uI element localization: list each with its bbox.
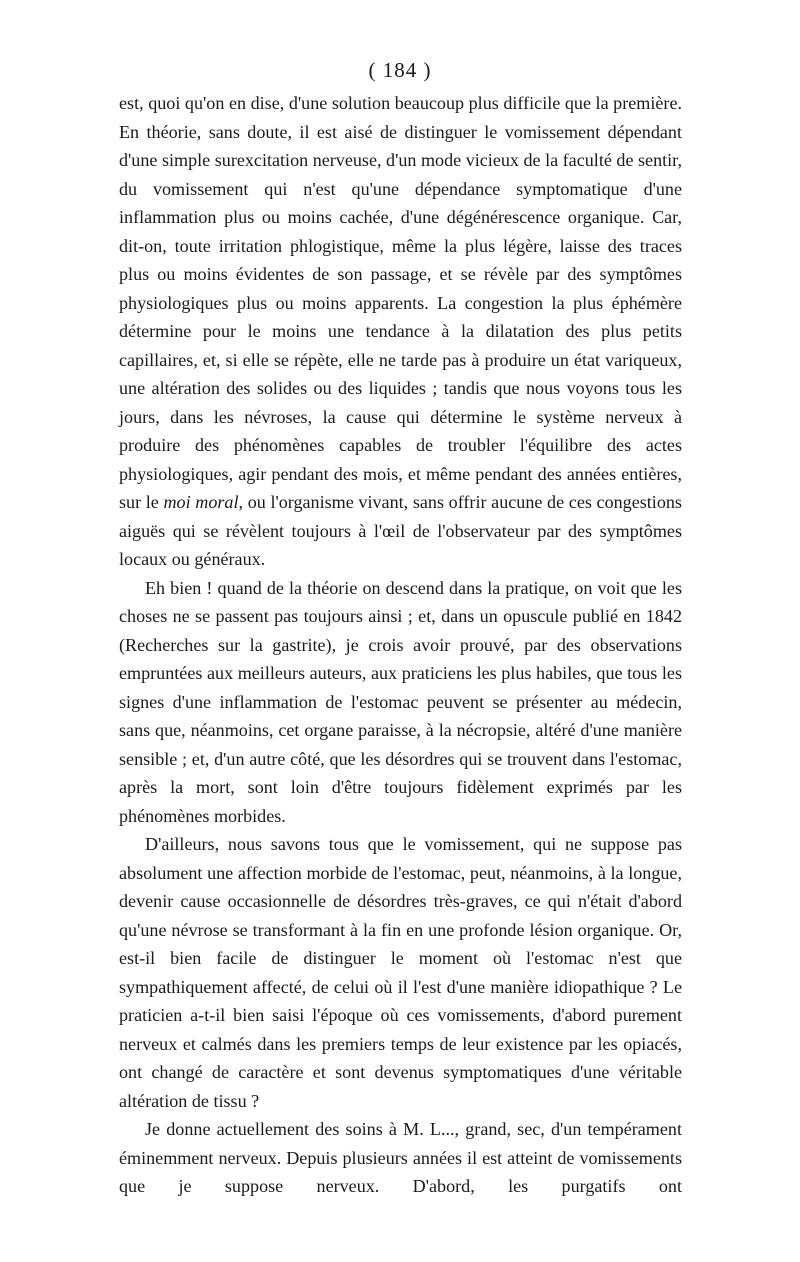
paragraph-1 xyxy=(119,89,682,574)
paragraph-4: Je donne actuellement des soins à M. L..., grand, sec, d'un tempérament éminemment nerveux. Depuis plusieurs années il est atteint de vomissements que je suppose nerveux. D'abord, les purgatifs ont xyxy=(119,1119,682,1196)
paragraph-1-continued: , ou l'organisme vivant, sans offrir aucune de ces congestions aiguës qui se révèlent toujours à l'œil de l'observateur par des symptômes locaux ou généraux. xyxy=(119,492,682,569)
page-body xyxy=(119,89,682,1201)
paragraph-3: D'ailleurs, nous savons tous que le vomissement, qui ne suppose pas absolument une affection morbide de l'estomac, peut, néanmoins, à la longue, devenir cause occasionnelle de désordres très-graves, ce qui n'était d'abord qu'une névrose se transformant à la fin en une profonde lésion organique. Or, est-il bien facile de distinguer le moment où l'estomac n'est que sympathiquement affecté, de celui où il l'est d'une manière idiopathique ? Le praticien a-t-il bien saisi l'époque où ces vomissements, d'abord purement nerveux et calmés dans les premiers temps de leur existence par les opiacés, ont changé de caractère et sont devenus symptomatiques d'une véritable altération de tissu ? xyxy=(119,834,682,1111)
page-number: ( 184 ) xyxy=(368,58,432,82)
paragraph-2: Eh bien ! quand de la théorie on descend dans la pratique, on voit que les choses ne se passent pas toujours ainsi ; et, dans un opuscule publié en 1842 (Recherches sur la gastrite), je crois avoir prouvé, par des observations empruntées aux meilleurs auteurs, aux praticiens les plus habiles, que tous les signes d'une inflammation de l'estomac peuvent se présenter au médecin, sans que, néanmoins, cet organe paraisse, à la nécropsie, altéré d'une manière sensible ; et, d'un autre côté, que les désordres qui se trouvent dans l'estomac, après la mort, sont loin d'être toujours fidèlement exprimés par les phénomènes morbides. xyxy=(119,577,682,826)
emphasis-moi-moral: moi moral xyxy=(163,492,239,512)
paragraph-1-text: est, quoi qu'on en dise, d'une solution beaucoup plus difficile que la première. En théorie, sans doute, il est aisé de distinguer le vomissement dépendant d'une simple surexcitation nerveuse, d'un mode vicieux de la faculté de sentir, du vomissement qui n'est qu'une dépendance symptomatique d'une inflammation plus ou moins cachée, d'une dégénérescence organique. Car, dit-on, toute irritation phlogistique, même la plus légère, laisse des traces plus ou moins évidentes de son passage, et se révèle par des symptômes physiologiques plus ou moins apparents. La congestion la plus éphémère détermine pour le moins une tendance à la dilatation des plus petits capillaires, et, si elle se répète, elle ne tarde pas à produire un état variqueux, une altération des solides ou des liquides ; tandis que nous voyons tous les jours, dans les névroses, la cause qui détermine le système nerveux à produire des phénomènes capables de troubler l'équilibre des actes physiologiques, agir pendant des mois, et même pendant des années entières, sur le xyxy=(119,93,682,512)
